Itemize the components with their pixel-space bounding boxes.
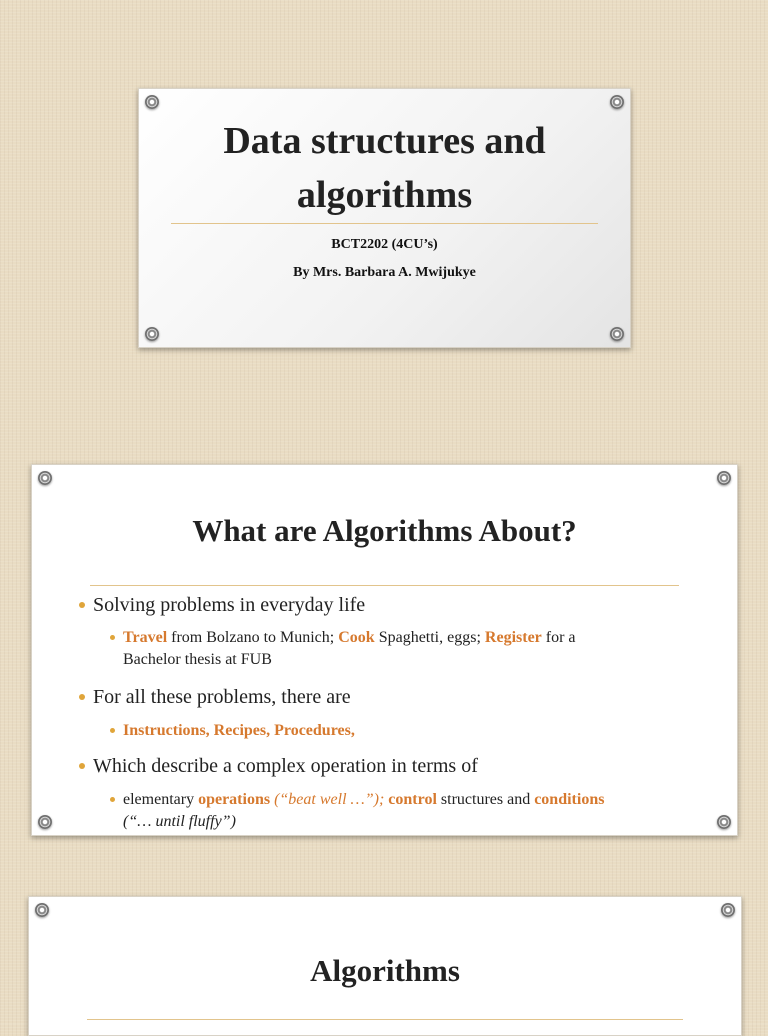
slide-algorithms: [28, 896, 742, 1036]
quote-beat-well: (“beat well …”);: [270, 791, 385, 808]
heading-divider: [87, 1019, 683, 1020]
text: structures and: [436, 791, 535, 808]
text: from Bolzano to Munich;: [167, 629, 339, 646]
pin-icon: [610, 95, 624, 109]
bullet-which-describe: Which describe a complex operation in terms of: [93, 755, 478, 777]
pin-icon: [145, 95, 159, 109]
pin-icon: [721, 903, 735, 917]
heading-divider: [90, 585, 679, 586]
keyword-register: Register: [484, 629, 542, 646]
title-line-1: Data structures and: [223, 120, 546, 162]
title-divider: [171, 223, 598, 224]
slide-heading: What are Algorithms About?: [192, 513, 577, 548]
bullet-for-all-problems: For all these problems, there are: [93, 686, 351, 708]
pin-icon: [38, 471, 52, 485]
course-code: BCT2202 (4CU’s): [331, 237, 438, 252]
keyword-control: control: [384, 791, 437, 808]
quote-until-fluffy: (“… until fluffy”): [123, 813, 236, 830]
slide-title: [138, 88, 631, 348]
pin-icon: [610, 327, 624, 341]
keyword-cook: Cook: [338, 629, 375, 646]
text: Spaghetti, eggs;: [374, 629, 485, 646]
text: Bachelor thesis at FUB: [123, 651, 272, 668]
keyword-operations: operations: [198, 791, 271, 808]
text: for a: [541, 629, 576, 646]
title-line-2: algorithms: [296, 174, 473, 216]
sub-bullet-elementary: [123, 789, 723, 833]
pin-icon: [35, 903, 49, 917]
pin-icon: [38, 815, 52, 829]
slide-what-are-algorithms: [31, 464, 738, 836]
pin-icon: [145, 327, 159, 341]
sub-bullet-examples: [123, 627, 723, 671]
author: By Mrs. Barbara A. Mwijukye: [293, 265, 476, 280]
pin-icon: [717, 471, 731, 485]
keyword-travel: Travel: [123, 629, 168, 646]
sub-bullet-instructions: Instructions, Recipes, Procedures,: [123, 720, 355, 742]
text: elementary: [123, 791, 199, 808]
slide-heading: Algorithms: [310, 953, 460, 988]
bullet-solving-problems: Solving problems in everyday life: [93, 594, 366, 616]
keyword-conditions: conditions: [534, 791, 605, 808]
